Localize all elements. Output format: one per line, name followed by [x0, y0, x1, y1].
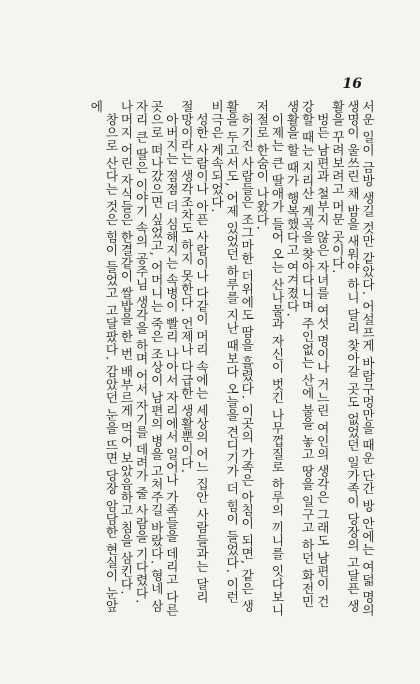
page-number: 16 — [342, 76, 362, 92]
paragraph: 아버지는 점점 더 심해지는 속병이 빨리 나아서 자리에서 일어나 가족들을 데리고 다른 곳으로 떠나갔으면 싶었고, 어머니는 죽은 조상이 남편의 병을 고쳐주길 바랐다. 형네 삼자리 큰 딸은 이야기 속의 공주님 생각을 하며 어서 자기를 데려가 줄 사람을 기다렸다. 나머지 어린 자식들은 한결같이 쌀밥을 한 번 배부르게 먹어 보았음하고 침을 삼킨다. — [118, 100, 179, 617]
paragraph: 이제는 큰 딸애가 들어 오는 산나물과 자신이 벗긴 나무껍질로 하루의 끼니를 잇다보니 저절로 한숨이 나왔다. — [254, 100, 285, 617]
vertical-text-body — [40, 100, 375, 620]
paragraph: 허기진 사람들은 조그마한 더위에도 땀을 흘렸다. 이곳의 가족은 아침이 되면, 같은 생활을 두고서도, 어제 있었던 하루를 지난 때보다 오늘을 견디기가 더 힘이 들었다. 이런 비극은 계속되었다. — [209, 100, 255, 612]
paragraph: 창으로 산다는 것은 힘이 들었고 고달팠다. 감았던 눈을 뜨면 당장 암담한 현실이 눈앞에 — [88, 100, 119, 612]
paragraph: 서운 일이 금방 생길 것만 같았다. 어설프게 바람구멍만을 때운 단간 방 안에는 여덟 명의 생명이 울쓰린 채 밤을 새워야 하니 달리 찾아갈 곳도 없었던 일가족이 당장의 고달픈 생활을 꾸려보려고 머문 곳이다. — [329, 100, 375, 617]
paragraph: 성한 사람이나 아픈 사람이나 다같이 머리 속에는 세상의 어느 집안 사람들과는 달리 절망이라는 생각조차도 하지 못한다. 언제나 다급한 생활뿐이다. — [178, 100, 209, 604]
paragraph: 벙든 남편과 철부지 않은 자녀를 여섯 명이나 거느린 여인의 생각은 그래도 남편이 건강할 때는 지리산 계곡을 찾아다니며 주인없는 산에 불을 놓고 땅을 일구고 하던 화전민 생활을 할 때가 행복했다고 여겨졌다. — [284, 100, 330, 608]
